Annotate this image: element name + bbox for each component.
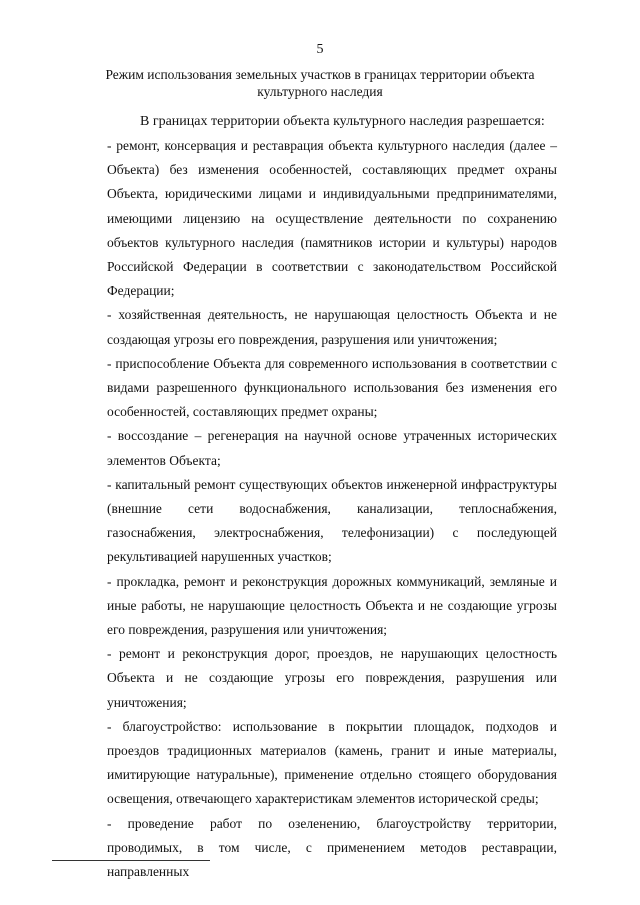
list-item: - приспособление Объекта для современного использования в соответствии с видами разрешенного функционального использования без изменения его особенностей, составляющих предмет охраны; <box>107 355 557 420</box>
list-item: - хозяйственная деятельность, не нарушающая целостность Объекта и не создающая угрозы его повреждения, разрушения или уничтожения; <box>107 307 557 347</box>
list-item: - проведение работ по озеленению, благоустройству территории, проводимых, в том числе, с применением методов реставрации, направленных <box>107 815 557 880</box>
permitted-uses-list <box>107 134 557 884</box>
intro-paragraph: В границах территории объекта культурного наследия разрешается: <box>140 114 545 129</box>
page-number: 5 <box>316 42 324 57</box>
list-item: - ремонт, консервация и реставрация объекта культурного наследия (далее – Объекта) без изменения особенностей, составляющих предмет охраны Объекта, юридическими лицами и индивидуальными предпринимателями, имеющими лицензию на осуществление деятельности по сохранению объектов культурного наследия (памятников истории и культуры) народов Российской Федерации в соответствии с законодательством Российской Федерации; <box>107 138 557 299</box>
list-item: - капитальный ремонт существующих объектов инженерной инфраструктуры (внешние сети водоснабжения, канализации, теплоснабжения, газоснабжения, электроснабжения, телефонизации) с последующей рекультивацией нарушенных участков; <box>107 476 557 565</box>
list-item: - воссоздание – регенерация на научной основе утраченных исторических элементов Объекта; <box>107 428 557 468</box>
list-item: - ремонт и реконструкция дорог, проездов, не нарушающих целостность Объекта и не создающие угрозы его повреждения, разрушения или уничтожения; <box>107 646 557 710</box>
list-item: - прокладка, ремонт и реконструкция дорожных коммуникаций, земляные и иные работы, не нарушающие целостность Объекта и не создающие угрозы его повреждения, разрушения или уничтожения; <box>107 573 557 638</box>
footnote-rule <box>52 860 210 861</box>
list-item: - благоустройство: использование в покрытии площадок, подходов и проездов традиционных материалов (камень, гранит и иные материалы, имитирующие натуральные), применение отдельно стоящего оборудования освещения, отвечающего характеристикам элементов исторической среды; <box>107 718 557 807</box>
section-heading: Режим использования земельных участков в границах территории объекта культурного наследия <box>105 67 535 99</box>
